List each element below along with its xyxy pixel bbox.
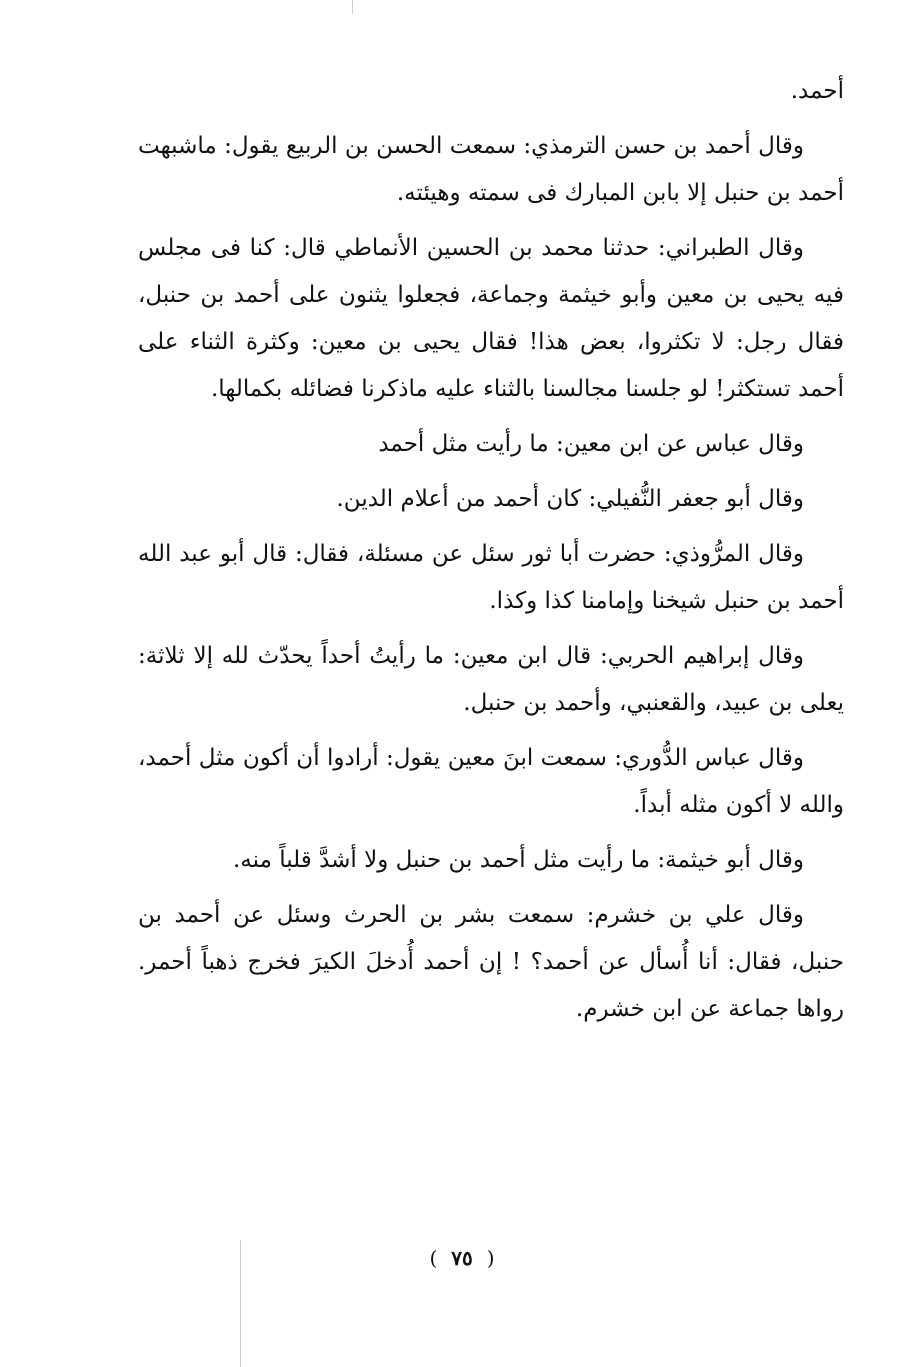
body-text: [138, 68, 844, 1041]
paragraph-2: وقال أحمد بن حسن الترمذي: سمعت الحسن بن الربيع يقول: ماشبهت أحمد بن حنبل إلا بابن المبارك فى سمته وهيئته.: [138, 133, 844, 206]
paragraph-1: أحمد.: [790, 78, 844, 104]
scan-edge-line-top: [352, 0, 353, 14]
paragraph-4: وقال عباس عن ابن معين: ما رأيت مثل أحمد: [378, 431, 804, 457]
paragraph-8: وقال عباس الدُّوري: سمعت ابنَ معين يقول: أرادوا أن أكون مثل أحمد، والله لا أكون مثله أبداً.: [138, 745, 844, 818]
paragraph-5: وقال أبو جعفر النُّفيلي: كان أحمد من أعلام الدين.: [336, 486, 804, 512]
page-number-open: (: [486, 1246, 495, 1270]
paragraph-9: وقال أبو خيثمة: ما رأيت مثل أحمد بن حنبل ولا أشدَّ قلباً منه.: [232, 847, 804, 873]
paragraph-3: وقال الطبراني: حدثنا محمد بن الحسين الأنماطي قال: كنا فى مجلس فيه يحيى بن معين وأبو خيثمة وجماعة، فجعلوا يثنون على أحمد بن حنبل، فقال رجل: لا تكثروا، بعض هذا! فقال يحيى بن معين: وكثرة الثناء على أحمد تستكثر! لو جلسنا مجالسنا بالثناء عليه ماذكرنا فضائله بكمالها.: [138, 235, 844, 402]
paragraph-10: وقال علي بن خشرم: سمعت بشر بن الحرث وسئل عن أحمد بن حنبل، فقال: أنا أُسأل عن أحمد؟ ! إن أحمد أُدخلَ الكيرَ فخرج ذهباً أحمر. رواها جماعة عن ابن خشرم.: [138, 902, 844, 1022]
paragraph-7: وقال إبراهيم الحربي: قال ابن معين: ما رأيتُ أحداً يحدّث لله إلا ثلاثة: يعلى بن عبيد، والقعنبي، وأحمد بن حنبل.: [138, 643, 844, 716]
page-number: [0, 1246, 924, 1270]
paragraph-6: وقال المرُّوذي: حضرت أبا ثور سئل عن مسئلة، فقال: قال أبو عبد الله أحمد بن حنبل شيخنا وإمامنا كذا وكذا.: [138, 541, 844, 614]
page-number-value: ٧٥: [451, 1246, 473, 1270]
page-number-close: ): [429, 1246, 438, 1270]
